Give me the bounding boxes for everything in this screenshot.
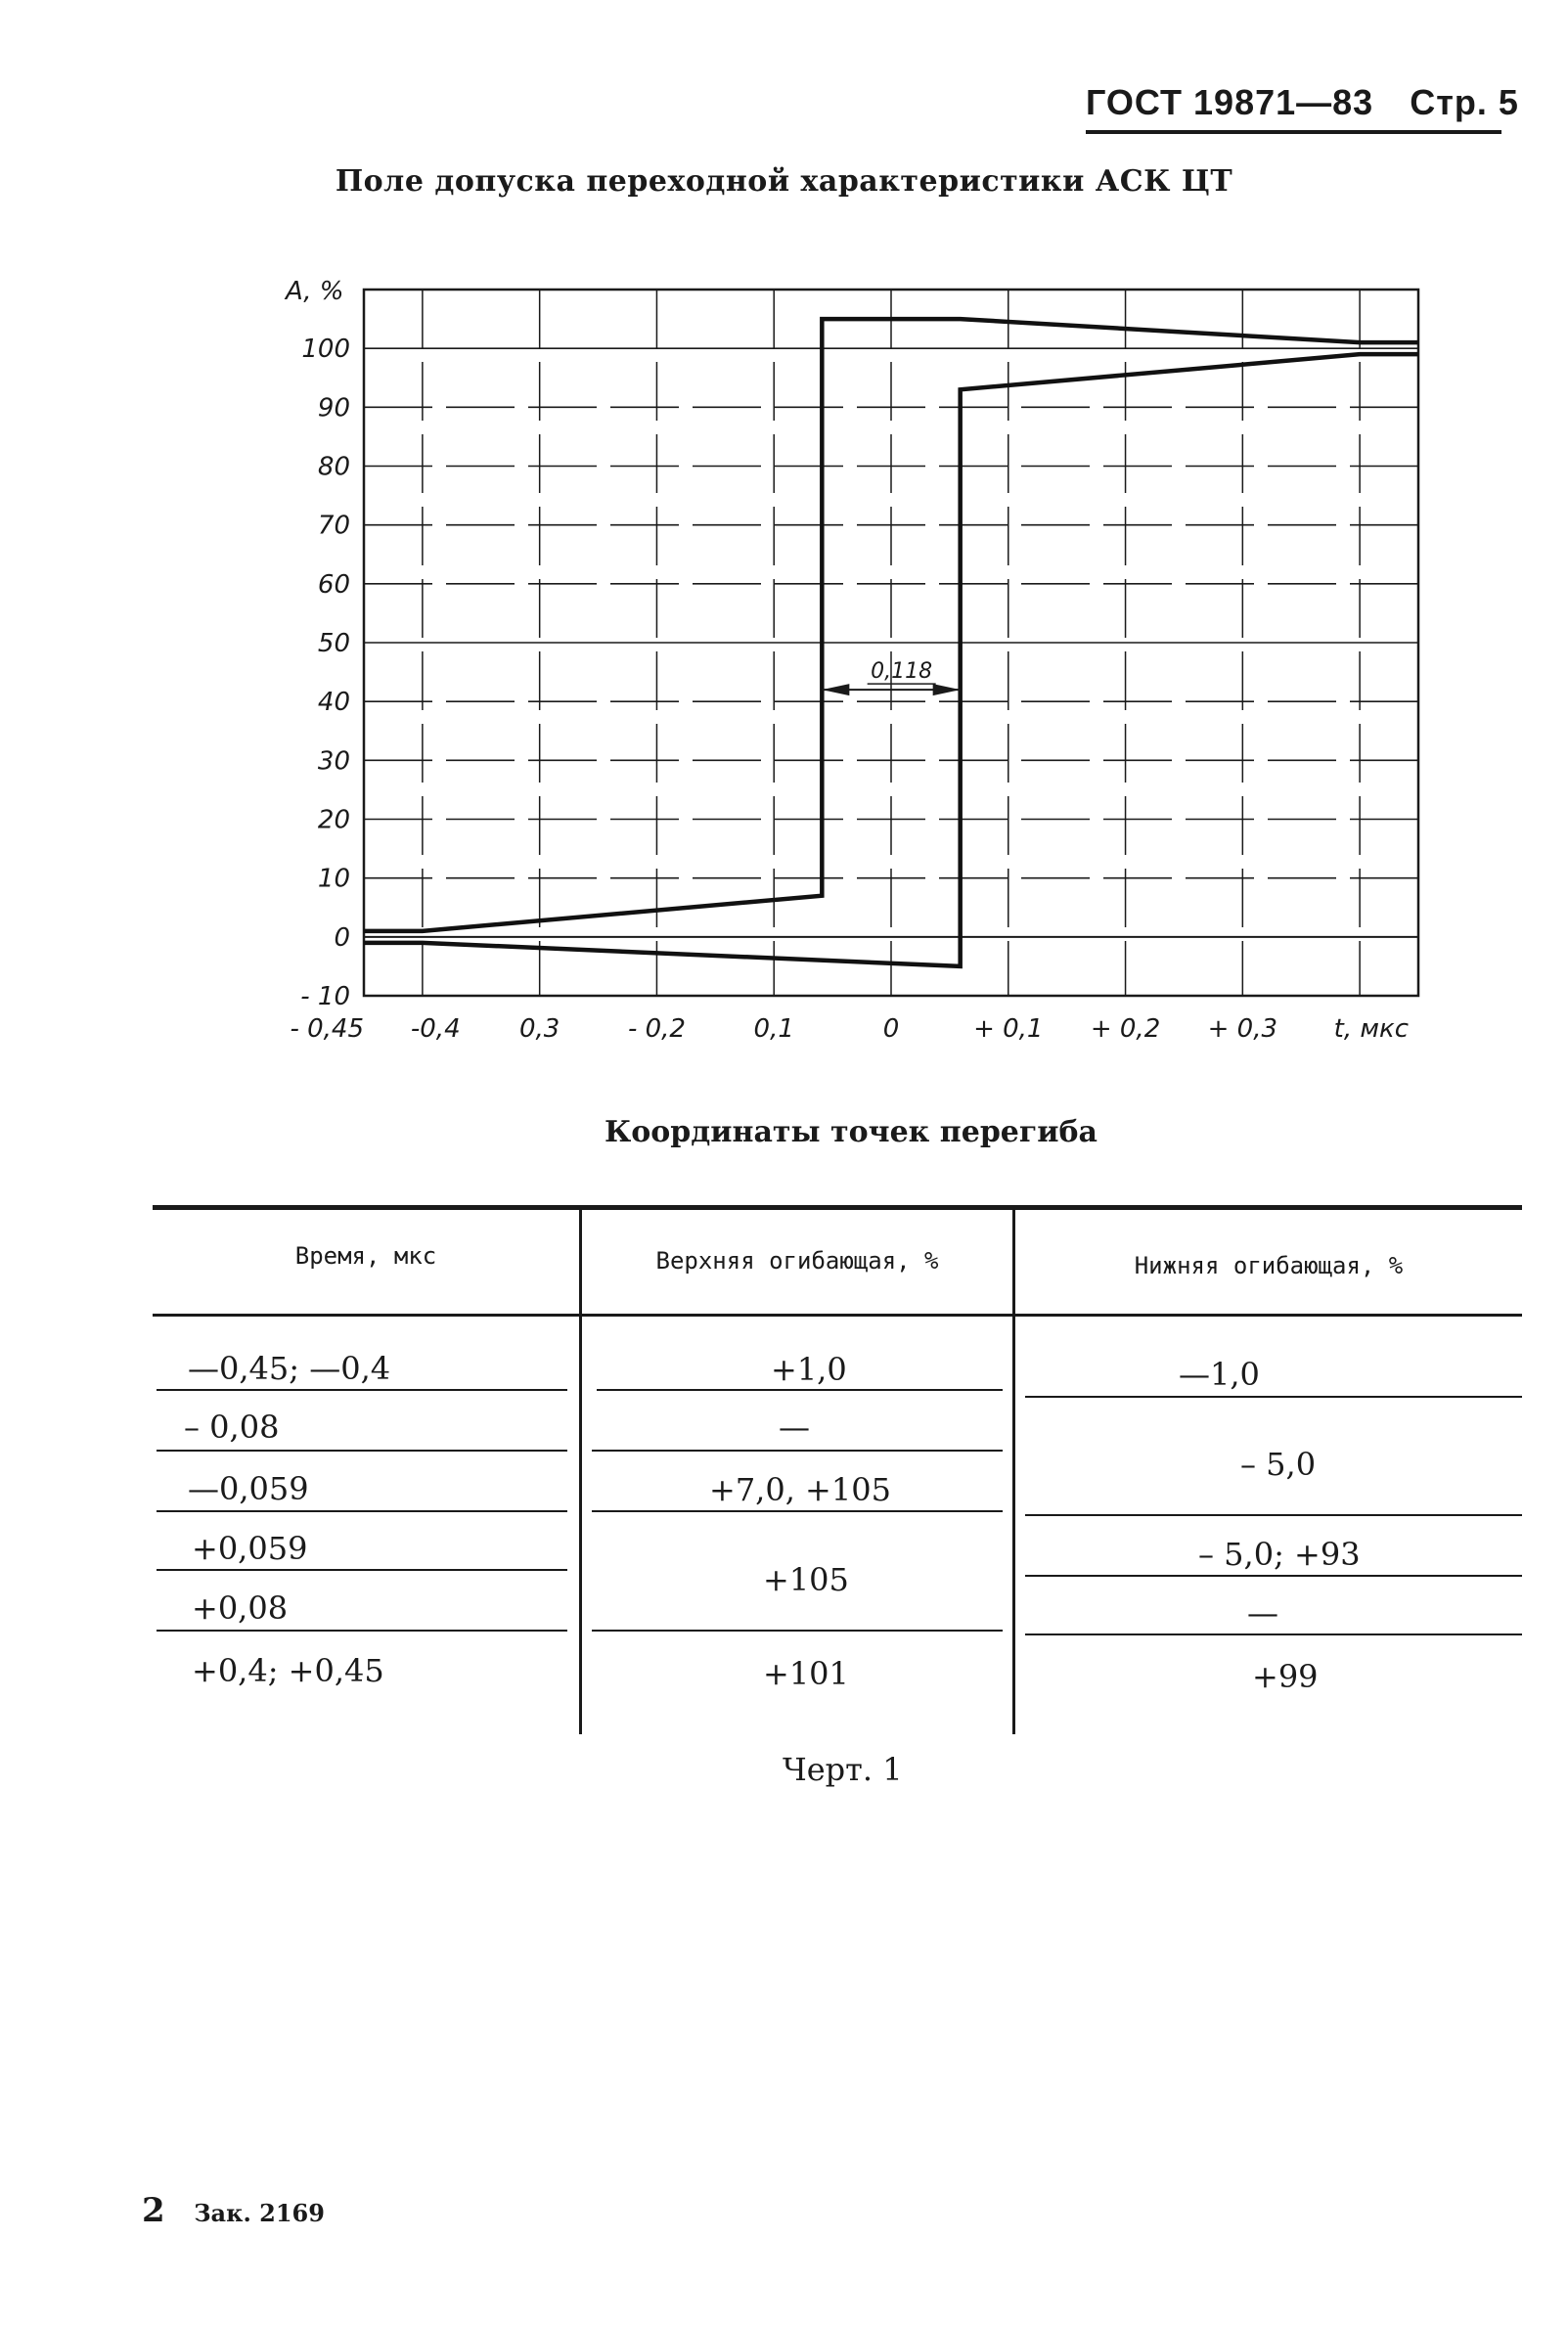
upper-cell: +101 (763, 1655, 849, 1692)
y-tick-label: 30 (317, 746, 350, 777)
y-tick-label: 20 (317, 805, 350, 835)
table-row-rule (1025, 1575, 1522, 1577)
standard-number: ГОСТ 19871—83 (1086, 82, 1374, 122)
x-tick-label: - 0,2 (627, 1014, 686, 1044)
lower-cell: – 5,0 (1240, 1446, 1317, 1483)
chart-title: Поле допуска переходной характеристики АСК ЦТ (335, 164, 1233, 199)
y-tick-label: 80 (317, 452, 350, 482)
table-row-rule (157, 1569, 567, 1571)
table-header-rule (153, 1314, 1522, 1317)
y-tick-label: - 10 (300, 982, 350, 1011)
x-tick-label: + 0,1 (973, 1014, 1044, 1044)
upper-cell: +105 (763, 1561, 849, 1598)
footer-order-number: Зак. 2169 (194, 2199, 325, 2227)
footer-page-number: 2 (142, 2191, 165, 2230)
dimension-arrowhead (933, 684, 961, 695)
table-row-rule (157, 1450, 567, 1452)
time-cell: +0,059 (192, 1530, 308, 1567)
y-tick-label: 0 (334, 922, 350, 953)
table-row-rule (1025, 1514, 1522, 1516)
x-tick-label: 0 (882, 1014, 900, 1044)
column-header-upper: Верхняя огибающая, % (655, 1247, 939, 1275)
table-title: Координаты точек перегиба (605, 1115, 1098, 1149)
tolerance-chart (0, 0, 1568, 1096)
y-axis-label: A, % (286, 277, 344, 306)
table-row-rule (157, 1630, 567, 1632)
y-tick-label: 40 (317, 688, 350, 718)
table-column-divider (1012, 1210, 1015, 1734)
table-row-rule (592, 1450, 1003, 1452)
lower-cell: – 5,0; +93 (1198, 1536, 1361, 1573)
table-row-rule (157, 1389, 567, 1391)
y-tick-label: 10 (317, 864, 350, 894)
x-tick-label: + 0,2 (1090, 1014, 1161, 1044)
table-row-rule (592, 1630, 1003, 1632)
x-tick-label: -0,4 (410, 1014, 461, 1044)
table-row-rule (592, 1510, 1003, 1512)
x-tick-label: 0,1 (753, 1014, 794, 1044)
y-tick-label: 100 (301, 335, 350, 365)
x-tick-label: 0,3 (518, 1014, 560, 1044)
y-tick-label: 70 (317, 511, 350, 541)
time-cell: —0,059 (188, 1470, 309, 1507)
table-row-rule (157, 1510, 567, 1512)
x-tick-label: + 0,3 (1207, 1014, 1278, 1044)
y-tick-label: 60 (317, 569, 350, 600)
upper-cell: — (779, 1409, 810, 1446)
upper-cell: +7,0, +105 (709, 1471, 891, 1508)
lower-cell: +99 (1252, 1658, 1319, 1695)
figure-caption: Черт. 1 (783, 1751, 903, 1788)
y-tick-label: 50 (317, 629, 350, 658)
table-row-rule (597, 1389, 1003, 1391)
table-row-rule (1025, 1396, 1522, 1398)
dimension-label: 0,118 (871, 659, 933, 685)
lower-cell: —1,0 (1179, 1356, 1260, 1393)
lower-cell: — (1247, 1594, 1278, 1632)
column-header-time: Время, мкс (294, 1242, 437, 1270)
time-cell: —0,45; —0,4 (188, 1350, 391, 1387)
y-tick-label: 90 (317, 393, 350, 424)
time-cell: +0,08 (192, 1589, 289, 1627)
table-row-rule (1025, 1633, 1522, 1635)
page-number-label: Стр. 5 (1410, 82, 1519, 122)
time-cell: +0,4; +0,45 (192, 1652, 384, 1689)
time-cell: – 0,08 (184, 1409, 280, 1446)
page-footer (142, 2191, 325, 2230)
x-tick-label: - 0,45 (290, 1014, 364, 1044)
table-top-rule (153, 1205, 1522, 1210)
x-axis-label: t, мкс (1333, 1014, 1409, 1044)
upper-cell: +1,0 (771, 1351, 847, 1388)
column-header-lower: Нижняя огибающая, % (1134, 1252, 1404, 1279)
dimension-arrowhead (822, 684, 849, 695)
table-column-divider (579, 1210, 582, 1734)
